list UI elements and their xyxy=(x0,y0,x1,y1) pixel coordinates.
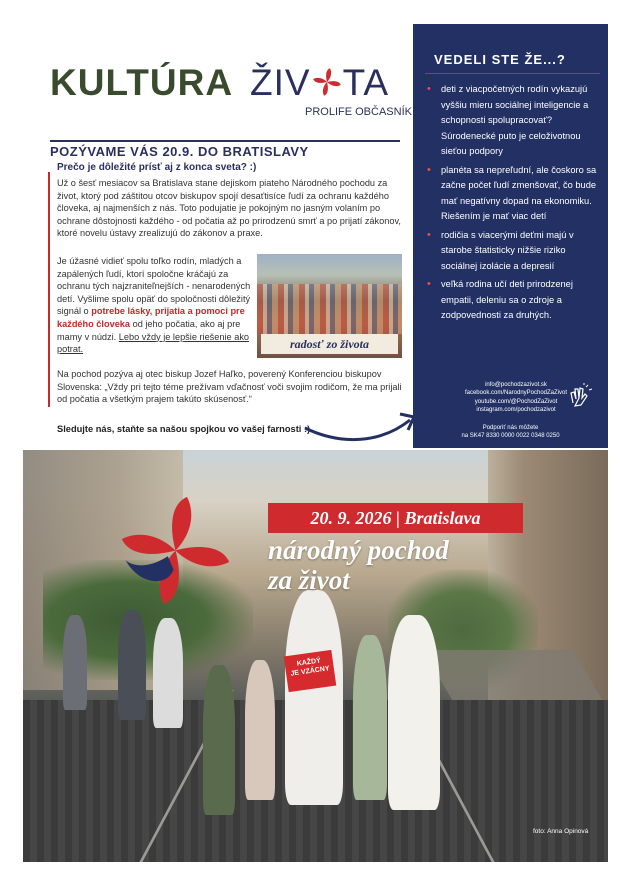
sign-line-2: JE VZÁCNY xyxy=(290,665,331,678)
event-date-banner: 20. 9. 2026 | Bratislava xyxy=(268,503,523,533)
title-zivota-end: TA xyxy=(342,62,390,103)
sign-line-1: KAŽDÝ xyxy=(296,657,322,668)
person-figure xyxy=(153,618,183,728)
contact-facebook[interactable]: facebook.com/NarodnyPochodZaZivot xyxy=(464,390,568,397)
event-title xyxy=(268,535,568,595)
headline-divider xyxy=(50,140,400,142)
sidebar-title: VEDELI STE ŽE...? xyxy=(434,52,566,67)
article-accent-bar xyxy=(48,172,50,407)
photo-credit: foto: Anna Opinová xyxy=(533,828,589,835)
p2-underline: Lebo vždy je lepšie riešenie ako potrat. xyxy=(57,331,250,355)
poster-photo xyxy=(23,450,608,862)
event-title-line-1: národný pochod xyxy=(268,535,449,565)
fact-item: • deti z viacpočetných rodín vykazujú vyššiu mieru sociálnej inteligencie a schopnosti spolupracovať? Súrodenecké puto je celoživotnou sieťou podpory xyxy=(425,82,601,160)
contact-instagram[interactable]: instagram.com/pochodzazivot xyxy=(476,407,556,414)
fact-item: • veľká rodina učí deti prirodzenej empatii, deleniu sa o zdroje a zodpovednosti za druhých. xyxy=(425,277,601,324)
pinwheel-logo-icon xyxy=(312,67,342,97)
person-figure xyxy=(203,665,235,815)
title-zivota-start: ŽIV xyxy=(250,62,311,103)
clapping-hands-icon xyxy=(567,383,593,409)
fact-item: • rodičia s viacerými deťmi majú v starobe štatisticky nižšie riziko sociálnej izolácie a depresií xyxy=(425,228,601,275)
person-figure xyxy=(118,610,146,720)
article-follow-line: Sledujte nás, staňte sa našou spojkou vo vašej farnosti :) xyxy=(57,424,311,434)
facts-list xyxy=(425,82,601,327)
arrow-icon xyxy=(300,400,420,445)
article-paragraph-3: Na pochod pozýva aj otec biskup Jozef Haľko, poverený Konferenciou biskupov Slovenska: „Vždy pri tejto téme prežívam vďačnosť voči svojim rodičom, že ma prijali od počatia a všetkým prajem takúto skúsenosť.“ xyxy=(57,369,402,405)
sidebar-divider xyxy=(425,73,600,74)
article-question: Prečo je dôležité prísť aj z konca sveta? :) xyxy=(57,162,257,173)
contact-links xyxy=(461,381,571,415)
article-paragraph-2 xyxy=(57,255,252,356)
fact-item: • planéta sa nepreľudní, ale čoskoro sa začne počet ľudí zmenšovať, čo bude mať negatívny dopad na ekonomiku. Riešením je mať viac detí xyxy=(425,163,601,225)
contact-youtube[interactable]: youtube.com/@PochodZaZivot xyxy=(474,398,558,405)
masthead-title-zivota xyxy=(250,62,389,104)
p2-text-a: Je úžasné vidieť spolu toľko rodín, mladých a zapálených ľudí, ktorí spoločne kráčajú za ochranu tých najzraniteľnejších - nenarodených detí. Vyšlime spolu opäť do spoločnosti dôležitý signál o xyxy=(57,256,251,317)
support-label: Podporiť nás môžete xyxy=(482,425,539,431)
person-figure xyxy=(388,615,440,810)
photo-banner-text: radosť zo života xyxy=(261,334,398,354)
pinwheel-logo-icon xyxy=(118,493,233,608)
placard-sign xyxy=(284,650,337,692)
facts-sidebar xyxy=(413,24,608,448)
masthead-subtitle: PROLIFE OBČASNÍK xyxy=(305,106,412,118)
masthead-title-kultura: KULTÚRA xyxy=(50,62,234,103)
article-headline: POZÝVAME VÁS 20.9. DO BRATISLAVY xyxy=(50,144,309,159)
march-crowd-photo xyxy=(257,254,402,358)
support-info xyxy=(413,424,608,440)
p2-bold: potrebe lásky, prijatia a pomoci pre každého človeka xyxy=(57,306,245,329)
event-title-line-2: za život xyxy=(268,565,350,595)
contact-email[interactable]: info@pochodzazivot.sk xyxy=(485,382,547,388)
article-paragraph-1: Už o šesť mesiacov sa Bratislava stane dejiskom piateho Národného pochodu za život, ktorý pod záštitou otcov biskupov spojí desaťtisíce ľudí za ochranu každého človeka, aj najmenších z nás. Toto podujatie je pokojným no jasným volaním po ochrane dôstojnosti každého - od počatia až po prirodzenú smrť a po prijatí zákonov, ktoré novelu ústavy zrealizujú do zákonov a praxe. xyxy=(57,178,401,239)
person-figure xyxy=(245,660,275,800)
person-figure xyxy=(63,615,87,710)
person-figure xyxy=(353,635,387,800)
crowd-texture xyxy=(257,284,402,334)
p2-text-b: od jeho počatia, ako aj pre mamy v núdzi. xyxy=(57,318,241,342)
support-iban: na SK47 8330 0000 0022 0348 0250 xyxy=(461,433,560,439)
person-figure xyxy=(285,590,343,805)
